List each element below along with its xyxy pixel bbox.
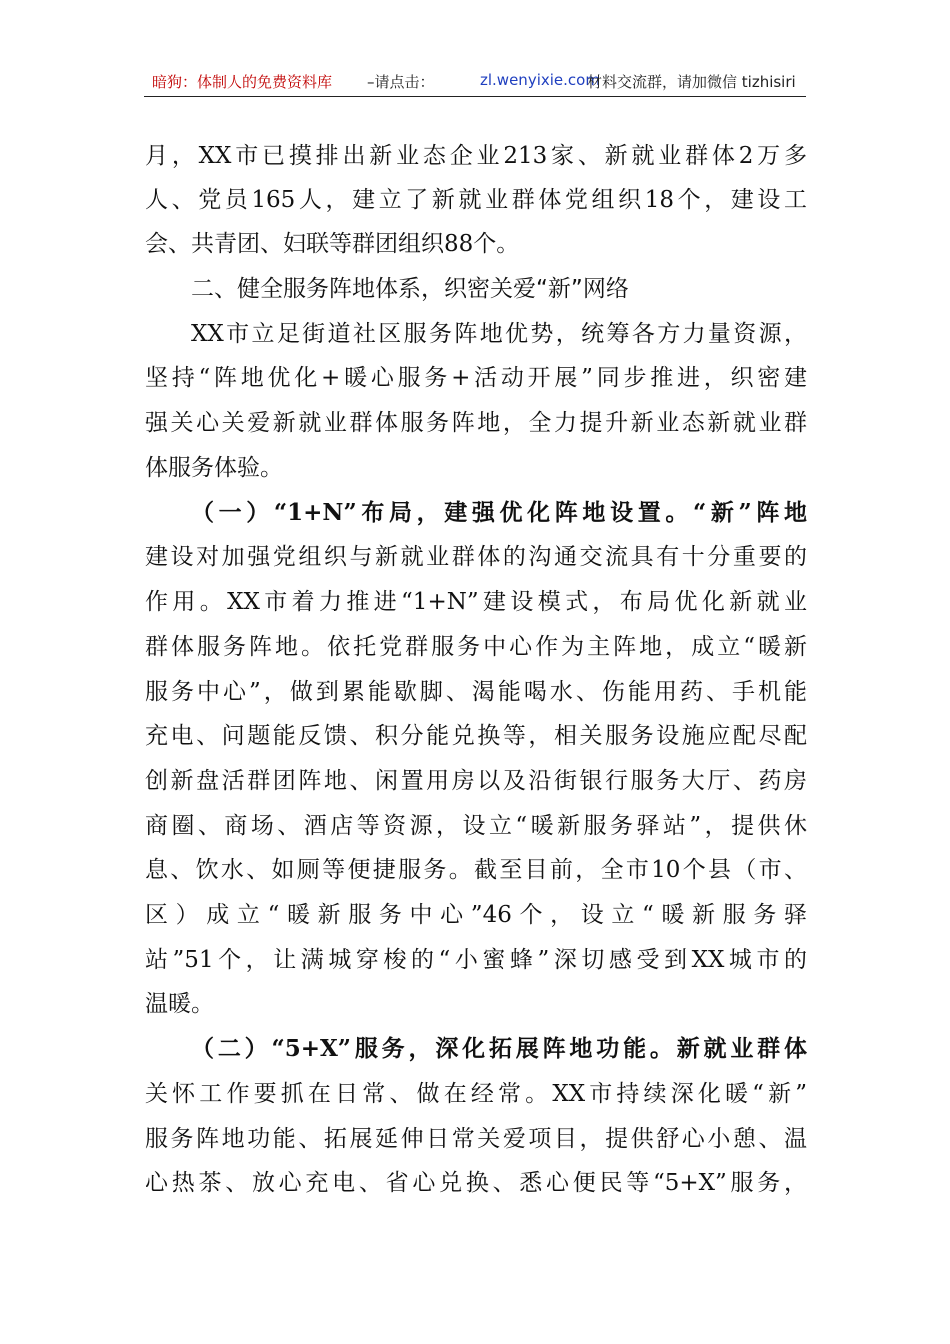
- subsection-line: （二）“5+X”服务，深化拓展阵地功能。新就业群体: [191, 1035, 807, 1062]
- text-line: 建设对加强党组织与新就业群体的沟通交流具有十分重要的: [145, 544, 807, 570]
- header-brand: 暗狗：体制人的免费资料库: [152, 73, 333, 91]
- header-group-note: 材料交流群，请加微信 tizhisiri: [587, 73, 796, 91]
- text-line: XX市立足街道社区服务阵地优势，统筹各方力量资源，: [191, 321, 807, 347]
- page-header: [144, 68, 806, 97]
- text-line: 创新盘活群团阵地、闲置用房以及沿街银行服务大厅、药房: [145, 768, 807, 794]
- text-line: 服务阵地功能、拓展延伸日常关爱项目，提供舒心小憩、温: [145, 1126, 807, 1152]
- text-line: 关怀工作要抓在日常、做在经常。XX市持续深化暖“新”: [145, 1081, 807, 1107]
- text-line: 区）成立“暖新服务中心”46个，设立“暖新服务驿: [145, 902, 807, 928]
- text-line: 强关心关爱新就业群体服务阵地，全力提升新业态新就业群: [145, 410, 807, 436]
- section-heading: 二、健全服务阵地体系，织密关爱“新”网络: [191, 276, 629, 302]
- text-line: 站”51个，让满城穿梭的“小蜜蜂”深切感受到XX城市的: [145, 947, 807, 973]
- text-line: 人、党员165人，建立了新就业群体党组织18个，建设工: [145, 187, 807, 213]
- text-line: 充电、问题能反馈、积分能兑换等，相关服务设施应配尽配: [145, 723, 807, 749]
- text-line: 温暖。: [145, 991, 214, 1017]
- text-line: 会、共青团、妇联等群团组织88个。: [145, 231, 520, 257]
- text-line: 作用。XX市着力推进“1+N”建设模式，布局优化新就业: [145, 589, 807, 615]
- text-line: 群体服务阵地。依托党群服务中心作为主阵地，成立“暖新: [145, 634, 807, 660]
- subsection-line: （一）“1+N”布局，建强优化阵地设置。“新”阵地: [191, 499, 807, 526]
- header-click-prompt: –请点击：: [367, 73, 435, 91]
- header-url-link[interactable]: zl.wenyixie.com: [480, 71, 600, 89]
- text-line: 息、饮水、如厕等便捷服务。截至目前，全市10个县（市、: [145, 857, 807, 883]
- text-line: 坚持“阵地优化+暖心服务+活动开展”同步推进，织密建: [145, 365, 807, 391]
- text-line: 体服务体验。: [145, 455, 283, 481]
- text-line: 心热茶、放心充电、省心兑换、悉心便民等“5+X”服务，: [145, 1170, 807, 1196]
- text-line: 服务中心”，做到累能歇脚、渴能喝水、伤能用药、手机能: [145, 679, 807, 705]
- text-line: 商圈、商场、酒店等资源，设立“暖新服务驿站”，提供休: [145, 813, 807, 839]
- text-line: 月，XX市已摸排出新业态企业213家、新就业群体2万多: [145, 143, 808, 169]
